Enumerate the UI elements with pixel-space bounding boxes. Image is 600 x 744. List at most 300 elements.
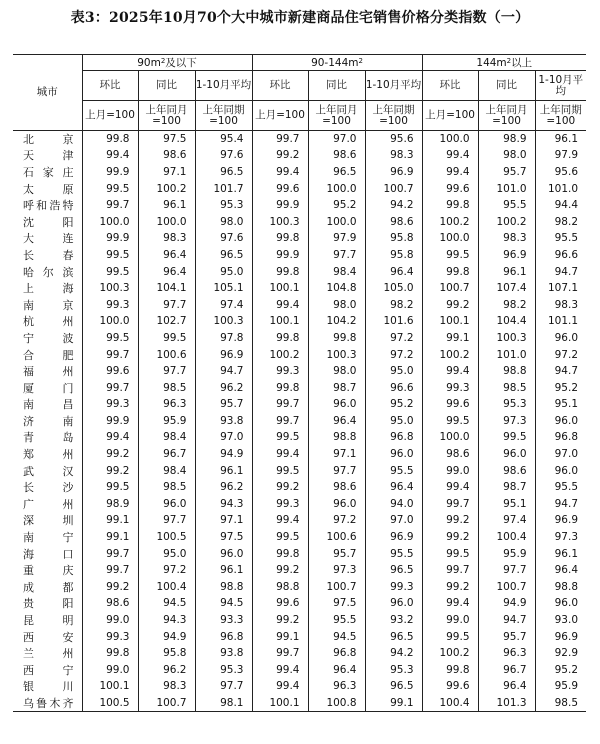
index-value: 98.7 bbox=[308, 379, 365, 396]
index-value: 99.3 bbox=[82, 628, 138, 645]
index-value: 96.9 bbox=[365, 529, 422, 546]
index-value: 99.2 bbox=[252, 479, 308, 496]
index-value: 95.8 bbox=[365, 247, 422, 264]
index-value: 97.9 bbox=[308, 230, 365, 247]
index-value: 99.6 bbox=[422, 678, 478, 695]
table-row bbox=[13, 313, 586, 330]
index-value: 96.8 bbox=[535, 429, 586, 446]
city-name: 天津 bbox=[13, 147, 82, 164]
index-value: 99.2 bbox=[82, 579, 138, 596]
index-value: 94.9 bbox=[138, 628, 195, 645]
index-value: 99.9 bbox=[252, 197, 308, 214]
index-value: 96.4 bbox=[308, 662, 365, 679]
index-value: 97.6 bbox=[195, 230, 252, 247]
index-value: 99.2 bbox=[252, 562, 308, 579]
index-value: 99.8 bbox=[422, 197, 478, 214]
index-value: 98.4 bbox=[138, 429, 195, 446]
index-value: 99.1 bbox=[422, 330, 478, 347]
index-value: 98.9 bbox=[82, 496, 138, 513]
index-value: 96.2 bbox=[138, 662, 195, 679]
index-value: 95.5 bbox=[535, 479, 586, 496]
table-row bbox=[13, 429, 586, 446]
index-value: 95.7 bbox=[308, 545, 365, 562]
header-ytd-avg: 1-10月平均 bbox=[535, 71, 586, 101]
index-value: 100.2 bbox=[422, 645, 478, 662]
index-value: 99.8 bbox=[252, 330, 308, 347]
index-value: 95.0 bbox=[365, 413, 422, 430]
index-value: 97.0 bbox=[308, 131, 365, 148]
index-value: 96.4 bbox=[478, 678, 535, 695]
index-value: 99.6 bbox=[422, 180, 478, 197]
group-header-large: $144m^2$以上 bbox=[422, 55, 586, 71]
index-value: 104.2 bbox=[308, 313, 365, 330]
index-value: 100.4 bbox=[422, 695, 478, 712]
index-value: 95.2 bbox=[535, 662, 586, 679]
index-value: 97.7 bbox=[308, 462, 365, 479]
table-row bbox=[13, 662, 586, 679]
index-value: 97.0 bbox=[365, 512, 422, 529]
index-value: 107.1 bbox=[535, 280, 586, 297]
index-value: 97.3 bbox=[478, 413, 535, 430]
index-value: 98.6 bbox=[138, 147, 195, 164]
city-name: 杭州 bbox=[13, 313, 82, 330]
index-value: 98.8 bbox=[478, 363, 535, 380]
index-value: 96.6 bbox=[365, 379, 422, 396]
index-value: 99.3 bbox=[422, 379, 478, 396]
index-value: 99.7 bbox=[82, 197, 138, 214]
index-value: 99.9 bbox=[82, 413, 138, 430]
index-value: 96.7 bbox=[478, 662, 535, 679]
index-value: 96.4 bbox=[138, 247, 195, 264]
index-value: 96.0 bbox=[365, 595, 422, 612]
index-value: 97.8 bbox=[195, 330, 252, 347]
index-value: 99.2 bbox=[252, 147, 308, 164]
city-name: 重庆 bbox=[13, 562, 82, 579]
index-value: 99.0 bbox=[82, 612, 138, 629]
table-row bbox=[13, 147, 586, 164]
index-value: 99.3 bbox=[82, 396, 138, 413]
index-value: 98.4 bbox=[138, 462, 195, 479]
index-value: 100.3 bbox=[308, 346, 365, 363]
city-name: 广州 bbox=[13, 496, 82, 513]
city-name: 深圳 bbox=[13, 512, 82, 529]
index-value: 100.0 bbox=[308, 213, 365, 230]
table-row bbox=[13, 396, 586, 413]
table-title: 表3：2025年10月70个大中城市新建商品住宅销售价格分类指数（一） bbox=[70, 10, 530, 26]
table-row bbox=[13, 462, 586, 479]
index-value: 95.2 bbox=[308, 197, 365, 214]
index-value: 99.2 bbox=[422, 529, 478, 546]
index-value: 95.5 bbox=[478, 197, 535, 214]
index-value: 95.0 bbox=[138, 545, 195, 562]
index-value: 99.5 bbox=[422, 545, 478, 562]
index-value: 95.7 bbox=[195, 396, 252, 413]
index-value: 100.0 bbox=[422, 131, 478, 148]
index-value: 100.3 bbox=[195, 313, 252, 330]
index-value: 93.3 bbox=[195, 612, 252, 629]
index-value: 100.7 bbox=[138, 695, 195, 712]
index-value: 98.5 bbox=[138, 379, 195, 396]
index-value: 100.1 bbox=[252, 313, 308, 330]
index-value: 97.7 bbox=[308, 247, 365, 264]
index-value: 96.4 bbox=[535, 562, 586, 579]
index-value: 99.5 bbox=[82, 479, 138, 496]
base-prev-month: 上月=100 bbox=[422, 101, 478, 131]
index-value: 98.5 bbox=[138, 479, 195, 496]
index-value: 100.6 bbox=[138, 346, 195, 363]
index-value: 97.7 bbox=[195, 678, 252, 695]
index-value: 101.6 bbox=[365, 313, 422, 330]
index-value: 95.7 bbox=[478, 628, 535, 645]
index-value: 100.1 bbox=[252, 280, 308, 297]
index-value: 93.8 bbox=[195, 413, 252, 430]
index-value: 99.5 bbox=[82, 247, 138, 264]
index-value: 99.9 bbox=[252, 247, 308, 264]
index-value: 99.7 bbox=[422, 562, 478, 579]
header-ytd-avg: 1-10月平均 bbox=[365, 71, 422, 101]
base-same-period: 上年同期=100 bbox=[535, 101, 586, 131]
index-value: 98.3 bbox=[138, 678, 195, 695]
index-value: 95.3 bbox=[478, 396, 535, 413]
index-value: 98.5 bbox=[478, 379, 535, 396]
index-value: 94.5 bbox=[195, 595, 252, 612]
index-value: 99.8 bbox=[252, 263, 308, 280]
index-value: 100.3 bbox=[478, 330, 535, 347]
index-value: 101.0 bbox=[478, 346, 535, 363]
index-value: 93.2 bbox=[365, 612, 422, 629]
index-value: 95.0 bbox=[365, 363, 422, 380]
index-value: 96.0 bbox=[308, 496, 365, 513]
index-value: 99.8 bbox=[422, 662, 478, 679]
index-value: 99.4 bbox=[252, 512, 308, 529]
index-value: 98.2 bbox=[478, 296, 535, 313]
index-value: 95.7 bbox=[478, 164, 535, 181]
index-value: 92.9 bbox=[535, 645, 586, 662]
city-name: 北京 bbox=[13, 131, 82, 148]
index-value: 99.4 bbox=[422, 595, 478, 612]
index-value: 99.8 bbox=[252, 379, 308, 396]
index-value: 95.6 bbox=[535, 164, 586, 181]
index-value: 98.3 bbox=[535, 296, 586, 313]
index-value: 94.2 bbox=[365, 645, 422, 662]
index-value: 96.5 bbox=[195, 247, 252, 264]
index-value: 99.6 bbox=[252, 595, 308, 612]
table-row bbox=[13, 247, 586, 264]
index-value: 100.2 bbox=[252, 346, 308, 363]
city-name: 南京 bbox=[13, 296, 82, 313]
index-value: 99.7 bbox=[252, 413, 308, 430]
base-same-month: 上年同月=100 bbox=[138, 101, 195, 131]
city-name: 宁波 bbox=[13, 330, 82, 347]
index-value: 97.2 bbox=[365, 330, 422, 347]
index-value: 98.8 bbox=[308, 429, 365, 446]
index-value: 93.8 bbox=[195, 645, 252, 662]
index-value: 99.0 bbox=[82, 662, 138, 679]
index-value: 100.2 bbox=[422, 346, 478, 363]
index-value: 95.6 bbox=[365, 131, 422, 148]
index-value: 96.0 bbox=[535, 330, 586, 347]
index-value: 95.9 bbox=[535, 678, 586, 695]
index-value: 96.9 bbox=[535, 628, 586, 645]
index-value: 104.8 bbox=[308, 280, 365, 297]
base-same-month: 上年同月=100 bbox=[478, 101, 535, 131]
index-value: 101.0 bbox=[535, 180, 586, 197]
table-row bbox=[13, 628, 586, 645]
index-value: 99.7 bbox=[252, 396, 308, 413]
index-value: 95.1 bbox=[535, 396, 586, 413]
base-same-period: 上年同期=100 bbox=[195, 101, 252, 131]
index-value: 100.5 bbox=[82, 695, 138, 712]
table-row bbox=[13, 379, 586, 396]
index-value: 95.5 bbox=[308, 612, 365, 629]
city-name: 上海 bbox=[13, 280, 82, 297]
index-value: 99.0 bbox=[422, 612, 478, 629]
index-value: 96.1 bbox=[535, 545, 586, 562]
index-value: 95.5 bbox=[365, 462, 422, 479]
table-row bbox=[13, 446, 586, 463]
index-value: 99.2 bbox=[422, 579, 478, 596]
city-column-header: 城市 bbox=[13, 55, 82, 131]
table-row bbox=[13, 562, 586, 579]
index-value: 94.7 bbox=[195, 363, 252, 380]
table-row bbox=[13, 479, 586, 496]
index-value: 98.0 bbox=[478, 147, 535, 164]
index-value: 99.9 bbox=[82, 230, 138, 247]
index-value: 99.3 bbox=[365, 579, 422, 596]
city-name: 哈尔滨 bbox=[13, 263, 82, 280]
index-value: 96.1 bbox=[195, 462, 252, 479]
index-value: 96.0 bbox=[535, 462, 586, 479]
index-value: 95.0 bbox=[195, 263, 252, 280]
table-row bbox=[13, 230, 586, 247]
city-name: 昆明 bbox=[13, 612, 82, 629]
index-value: 101.0 bbox=[478, 180, 535, 197]
index-value: 98.6 bbox=[478, 462, 535, 479]
index-value: 100.4 bbox=[478, 529, 535, 546]
index-value: 100.7 bbox=[422, 280, 478, 297]
index-value: 100.2 bbox=[138, 180, 195, 197]
index-value: 96.3 bbox=[308, 678, 365, 695]
table-body bbox=[13, 131, 586, 712]
index-value: 96.6 bbox=[535, 247, 586, 264]
index-value: 100.8 bbox=[308, 695, 365, 712]
index-value: 95.8 bbox=[365, 230, 422, 247]
index-value: 97.1 bbox=[195, 512, 252, 529]
city-name: 长春 bbox=[13, 247, 82, 264]
index-value: 99.5 bbox=[422, 628, 478, 645]
index-value: 102.7 bbox=[138, 313, 195, 330]
index-value: 99.6 bbox=[82, 363, 138, 380]
index-value: 96.8 bbox=[195, 628, 252, 645]
index-value: 100.1 bbox=[422, 313, 478, 330]
index-value: 99.4 bbox=[422, 147, 478, 164]
index-value: 100.0 bbox=[82, 313, 138, 330]
index-value: 96.5 bbox=[365, 628, 422, 645]
index-value: 95.3 bbox=[195, 197, 252, 214]
index-value: 96.0 bbox=[478, 446, 535, 463]
index-value: 99.5 bbox=[82, 263, 138, 280]
city-name: 成都 bbox=[13, 579, 82, 596]
price-index-table bbox=[13, 54, 586, 712]
index-value: 99.7 bbox=[82, 379, 138, 396]
index-value: 95.5 bbox=[535, 230, 586, 247]
index-value: 96.9 bbox=[535, 512, 586, 529]
index-value: 98.2 bbox=[365, 296, 422, 313]
index-value: 100.4 bbox=[138, 579, 195, 596]
index-value: 99.4 bbox=[252, 164, 308, 181]
index-value: 94.5 bbox=[138, 595, 195, 612]
index-value: 98.0 bbox=[308, 296, 365, 313]
index-value: 99.1 bbox=[252, 628, 308, 645]
group-header-medium: $90-144m^2$ bbox=[252, 55, 422, 71]
index-value: 98.4 bbox=[308, 263, 365, 280]
index-value: 96.1 bbox=[535, 131, 586, 148]
index-value: 96.5 bbox=[365, 562, 422, 579]
city-name: 沈阳 bbox=[13, 213, 82, 230]
index-value: 99.8 bbox=[82, 131, 138, 148]
index-value: 99.3 bbox=[252, 363, 308, 380]
index-value: 101.7 bbox=[195, 180, 252, 197]
index-value: 100.0 bbox=[82, 213, 138, 230]
index-value: 100.7 bbox=[365, 180, 422, 197]
city-name: 乌鲁木齐 bbox=[13, 695, 82, 712]
index-value: 96.2 bbox=[195, 379, 252, 396]
index-value: 96.8 bbox=[308, 645, 365, 662]
index-value: 99.3 bbox=[82, 296, 138, 313]
header-mom: 环比 bbox=[422, 71, 478, 101]
group-header-small: $90m^2$及以下 bbox=[82, 55, 252, 71]
index-value: 95.3 bbox=[195, 662, 252, 679]
index-value: 96.8 bbox=[365, 429, 422, 446]
city-name: 厦门 bbox=[13, 379, 82, 396]
table-row bbox=[13, 213, 586, 230]
index-value: 99.5 bbox=[82, 330, 138, 347]
index-value: 94.7 bbox=[535, 363, 586, 380]
index-value: 96.0 bbox=[138, 496, 195, 513]
index-value: 94.9 bbox=[195, 446, 252, 463]
index-value: 100.1 bbox=[82, 678, 138, 695]
index-value: 98.9 bbox=[478, 131, 535, 148]
index-value: 97.3 bbox=[535, 529, 586, 546]
city-name: 西宁 bbox=[13, 662, 82, 679]
index-value: 95.2 bbox=[365, 396, 422, 413]
index-value: 98.3 bbox=[478, 230, 535, 247]
index-value: 99.2 bbox=[82, 462, 138, 479]
index-value: 96.0 bbox=[535, 595, 586, 612]
index-value: 98.0 bbox=[308, 363, 365, 380]
index-value: 96.4 bbox=[365, 479, 422, 496]
index-value: 94.3 bbox=[138, 612, 195, 629]
index-value: 98.8 bbox=[535, 579, 586, 596]
index-value: 98.8 bbox=[195, 579, 252, 596]
index-value: 96.2 bbox=[195, 479, 252, 496]
index-value: 98.6 bbox=[308, 479, 365, 496]
index-value: 99.9 bbox=[82, 164, 138, 181]
city-name: 长沙 bbox=[13, 479, 82, 496]
index-value: 94.4 bbox=[535, 197, 586, 214]
index-value: 97.5 bbox=[138, 131, 195, 148]
index-value: 97.2 bbox=[308, 512, 365, 529]
index-value: 99.7 bbox=[82, 562, 138, 579]
index-value: 98.1 bbox=[195, 695, 252, 712]
index-value: 99.4 bbox=[252, 678, 308, 695]
index-value: 99.1 bbox=[82, 529, 138, 546]
index-value: 104.1 bbox=[138, 280, 195, 297]
index-value: 100.0 bbox=[422, 429, 478, 446]
index-value: 94.7 bbox=[478, 612, 535, 629]
index-value: 94.2 bbox=[365, 197, 422, 214]
index-value: 99.8 bbox=[252, 230, 308, 247]
index-value: 99.5 bbox=[82, 180, 138, 197]
index-value: 97.7 bbox=[138, 512, 195, 529]
city-name: 太原 bbox=[13, 180, 82, 197]
city-name: 贵阳 bbox=[13, 595, 82, 612]
index-value: 95.4 bbox=[195, 131, 252, 148]
header-yoy: 同比 bbox=[138, 71, 195, 101]
index-value: 97.7 bbox=[138, 363, 195, 380]
index-value: 99.4 bbox=[252, 662, 308, 679]
index-value: 100.2 bbox=[422, 213, 478, 230]
index-value: 95.2 bbox=[535, 379, 586, 396]
index-value: 97.2 bbox=[138, 562, 195, 579]
index-value: 96.4 bbox=[308, 413, 365, 430]
index-value: 96.9 bbox=[195, 346, 252, 363]
table-row bbox=[13, 263, 586, 280]
index-value: 100.2 bbox=[478, 213, 535, 230]
index-value: 99.7 bbox=[252, 645, 308, 662]
index-value: 99.7 bbox=[422, 496, 478, 513]
index-value: 94.3 bbox=[195, 496, 252, 513]
index-value: 100.0 bbox=[138, 213, 195, 230]
index-value: 96.9 bbox=[365, 164, 422, 181]
index-value: 97.1 bbox=[308, 446, 365, 463]
index-value: 99.1 bbox=[365, 695, 422, 712]
index-value: 96.0 bbox=[365, 446, 422, 463]
index-value: 99.8 bbox=[82, 645, 138, 662]
city-name: 大连 bbox=[13, 230, 82, 247]
index-value: 99.8 bbox=[422, 263, 478, 280]
index-value: 99.4 bbox=[252, 446, 308, 463]
index-value: 98.0 bbox=[195, 213, 252, 230]
index-value: 95.5 bbox=[365, 545, 422, 562]
index-value: 99.2 bbox=[422, 512, 478, 529]
index-value: 94.9 bbox=[478, 595, 535, 612]
index-value: 95.9 bbox=[138, 413, 195, 430]
index-value: 95.1 bbox=[478, 496, 535, 513]
city-name: 兰州 bbox=[13, 645, 82, 662]
index-value: 99.5 bbox=[138, 330, 195, 347]
index-value: 100.7 bbox=[478, 579, 535, 596]
index-value: 95.3 bbox=[365, 662, 422, 679]
index-value: 96.9 bbox=[478, 247, 535, 264]
index-value: 101.3 bbox=[478, 695, 535, 712]
table-row bbox=[13, 180, 586, 197]
index-value: 98.6 bbox=[422, 446, 478, 463]
index-value: 95.8 bbox=[138, 645, 195, 662]
city-name: 南昌 bbox=[13, 396, 82, 413]
index-value: 104.4 bbox=[478, 313, 535, 330]
index-value: 96.0 bbox=[195, 545, 252, 562]
index-value: 97.9 bbox=[535, 147, 586, 164]
index-value: 99.2 bbox=[422, 296, 478, 313]
index-value: 99.5 bbox=[252, 429, 308, 446]
index-value: 100.0 bbox=[422, 230, 478, 247]
city-name: 呼和浩特 bbox=[13, 197, 82, 214]
index-value: 98.3 bbox=[365, 147, 422, 164]
city-name: 合肥 bbox=[13, 346, 82, 363]
table-row bbox=[13, 695, 586, 712]
index-value: 96.3 bbox=[478, 645, 535, 662]
